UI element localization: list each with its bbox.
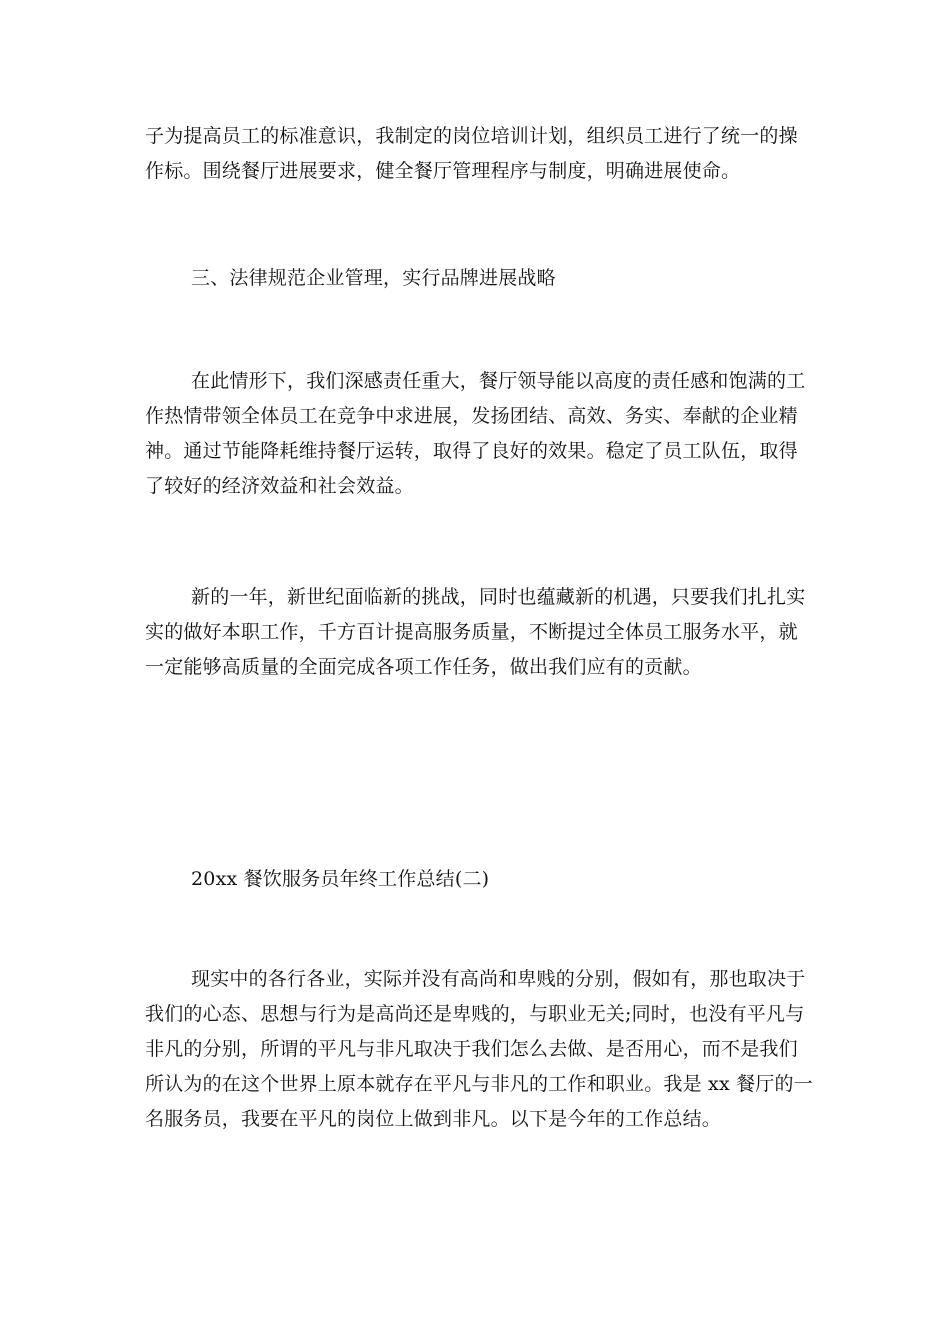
text-line: 子为提高员工的标准意识，我制定的岗位培训计划，组织员工进行了统一的操: [145, 125, 798, 147]
text-line: 作标。围绕餐厅进展要求，健全餐厅管理程序与制度，明确进展使命。: [145, 160, 741, 182]
text-line: 新的一年，新世纪面临新的挑战，同时也蕴藏新的机遇，只要我们扎扎实: [191, 586, 806, 608]
text-line: 神。通过节能降耗维持餐厅运转，取得了良好的效果。稳定了员工队伍，取得: [145, 440, 798, 462]
text-line: 名服务员，我要在平凡的岗位上做到非凡。以下是今年的工作总结。: [145, 1108, 722, 1130]
paragraph-responsibility: [145, 364, 805, 504]
document-title-2: [145, 862, 805, 897]
text-line: 了较好的经济效益和社会效益。: [145, 475, 414, 497]
paragraph-introduction: [145, 962, 813, 1137]
paragraph-new-year: [145, 580, 805, 685]
heading-text: 三、法律规范企业管理，实行品牌进展战略: [191, 267, 556, 289]
text-line: 我们的心态、思想与行为是高尚还是卑贱的，与职业无关;同时，也没有平凡与: [145, 1003, 805, 1025]
text-line: 一定能够高质量的全面完成各项工作任务，做出我们应有的贡献。: [145, 656, 702, 678]
text-line: 非凡的分别，所谓的平凡与非凡取决于我们怎么去做、是否用心，而不是我们: [145, 1038, 798, 1060]
paragraph-training: [145, 119, 805, 189]
text-line: 在此情形下，我们深感责任重大，餐厅领导能以高度的责任感和饱满的工: [191, 370, 806, 392]
text-line: 现实中的各行各业，实际并没有高尚和卑贱的分别，假如有，那也取决于: [191, 968, 806, 990]
section-heading-3: [145, 261, 805, 296]
text-line: 实的做好本职工作，千方百计提高服务质量，不断提过全体员工服务水平，就: [145, 621, 798, 643]
title-text: 20xx 餐饮服务员年终工作总结(二): [191, 868, 490, 890]
text-line: 所认为的在这个世界上原本就存在平凡与非凡的工作和职业。我是 xx 餐厅的一: [145, 1073, 813, 1095]
text-line: 作热情带领全体员工在竞争中求进展，发扬团结、高效、务实、奉献的企业精: [145, 405, 798, 427]
